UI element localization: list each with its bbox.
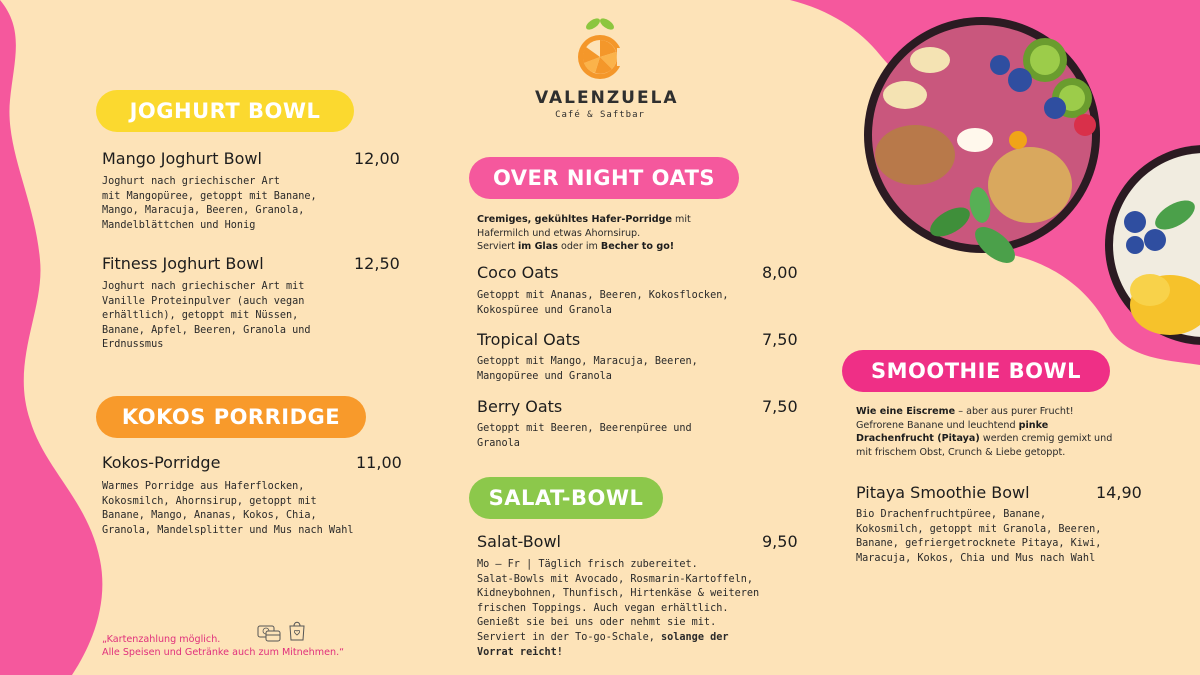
- section-title-oats: OVER NIGHT OATS: [469, 157, 739, 199]
- oats-intro-bold-1: Cremiges, gekühltes Hafer-Porridge: [477, 214, 672, 225]
- item-name-mango-joghurt: Mango Joghurt Bowl: [102, 149, 262, 168]
- item-desc-kokos-porridge: Warmes Porridge aus Haferflocken, Kokosmilch, Ahornsirup, getoppt mit Banane, Mango, Ananas, Kokos, Chia, Granola, Mandelsplitter und Mus nach Wahl: [102, 481, 354, 536]
- item-price-salat-bowl: 9,50: [762, 532, 798, 551]
- item-desc-coco-oats: Getoppt mit Ananas, Beeren, Kokosflocken, Kokospüree und Granola: [477, 290, 729, 316]
- item-name-pitaya: Pitaya Smoothie Bowl: [856, 483, 1030, 502]
- item-desc-tropical-oats: Getoppt mit Mango, Maracuja, Beeren, Mangopüree und Granola: [477, 356, 698, 382]
- oats-intro-text-3: oder im: [557, 241, 601, 252]
- item-desc-pitaya: Bio Drachenfruchtpüree, Banane, Kokosmilch, getoppt mit Granola, Beeren, Banane, gefriergetrocknete Pitaya, Kiwi, Maracuja, Kokos, Chia und Mus nach Wahl: [856, 509, 1102, 564]
- smoothie-intro-bold-1: Wie eine Eiscreme: [856, 406, 956, 417]
- section-title-joghurt: JOGHURT BOWL: [96, 90, 354, 132]
- smoothie-intro-text-1: – aber aus purer Frucht!: [955, 406, 1074, 417]
- brand-name: VALENZUELA: [535, 88, 679, 108]
- orange-logo-icon: [565, 14, 635, 84]
- item-name-berry-oats: Berry Oats: [477, 397, 563, 416]
- card-payment-icon: [256, 622, 282, 644]
- footer-note: „Kartenzahlung möglich. Alle Speisen und Getränke auch zum Mitnehmen.“: [102, 634, 345, 658]
- brand-tagline: Café & Saftbar: [555, 110, 645, 120]
- item-desc-mango-joghurt: Joghurt nach griechischer Art mit Mangopüree, getoppt mit Banane, Mango, Maracuja, Beeren, Granola, Mandelblättchen und Honig: [102, 176, 317, 231]
- item-name-kokos-porridge: Kokos-Porridge: [102, 453, 221, 472]
- item-price-kokos-porridge: 11,00: [356, 453, 402, 472]
- oats-intro-text-1: mit Hafermilch und etwas Ahornsirup.: [477, 214, 691, 239]
- item-price-berry-oats: 7,50: [762, 397, 798, 416]
- item-desc-fitness-joghurt: Joghurt nach griechischer Art mit Vanille Proteinpulver (auch vegan erhältlich), getoppt mit Nüssen, Banane, Apfel, Beeren, Granola und Erdnussmus: [102, 281, 311, 351]
- item-desc-salat-bowl: [477, 558, 759, 660]
- oats-intro: [477, 213, 737, 254]
- item-price-pitaya: 14,90: [1096, 483, 1142, 502]
- section-title-kokos: KOKOS PORRIDGE: [96, 396, 366, 438]
- item-name-tropical-oats: Tropical Oats: [477, 330, 581, 349]
- section-title-smoothie: SMOOTHIE BOWL: [842, 350, 1110, 392]
- item-desc-berry-oats: Getoppt mit Beeren, Beerenpüree und Granola: [477, 423, 692, 449]
- oats-intro-bold-2: im Glas: [517, 241, 558, 252]
- logo: [535, 14, 679, 120]
- item-price-coco-oats: 8,00: [762, 263, 798, 282]
- item-price-tropical-oats: 7,50: [762, 330, 798, 349]
- item-price-fitness-joghurt: 12,50: [354, 254, 400, 273]
- item-name-salat-bowl: Salat-Bowl: [477, 532, 561, 551]
- item-name-fitness-joghurt: Fitness Joghurt Bowl: [102, 254, 264, 273]
- smoothie-intro-bold-2: pinke Drachenfrucht (Pitaya): [856, 419, 1049, 444]
- salat-desc-text: Mo – Fr | Täglich frisch zubereitet. Salat-Bowls mit Avocado, Rosmarin-Kartoffeln, Kidneybohnen, Thunfisch, Hirtenkäse & weiteren frischen Toppings. Auch vegan erhältlich. Genießt sie bei uns oder nehmt sie mit. Serviert in der To-go-Schale,: [477, 559, 760, 643]
- item-name-coco-oats: Coco Oats: [477, 263, 559, 282]
- takeaway-bag-icon: [287, 618, 307, 642]
- oats-intro-text-2: Serviert: [477, 241, 518, 252]
- item-price-mango-joghurt: 12,00: [354, 149, 400, 168]
- smoothie-intro: [856, 405, 1118, 459]
- oats-intro-bold-3: Becher to go!: [600, 241, 675, 252]
- smoothie-intro-text-2: Gefrorene Banane und leuchtend: [856, 419, 1019, 431]
- smoothie-intro-text-3: werden cremig gemixt und mit frischem Obst, Crunch & Liebe getoppt.: [856, 433, 1113, 458]
- section-title-salat: SALAT-BOWL: [469, 477, 663, 519]
- salat-desc-bold: solange der Vorrat reicht!: [477, 631, 729, 658]
